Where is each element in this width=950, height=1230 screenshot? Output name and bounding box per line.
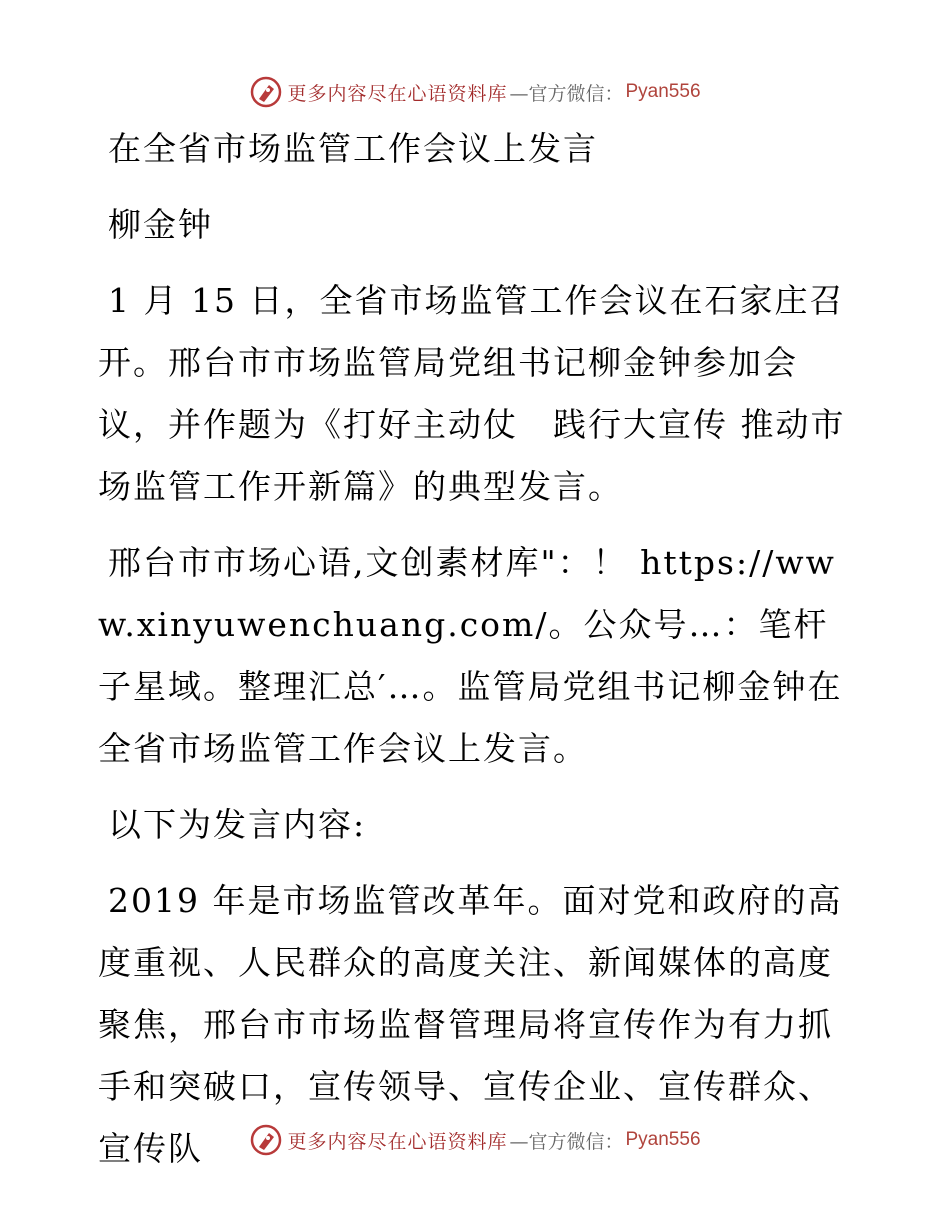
paragraph-3: 以下为发言内容: (108, 805, 367, 844)
paragraph-2: 邢台市市场心语,文创素材库"：！ https://www.xinyuwenchuang.com/。公众号…：笔杆子星域。整理汇总′…。监管局党组书记柳金钟在全省市场监管工作会议上发言。 (98, 543, 843, 768)
paragraph-4: 2019 年是市场监管改革年。面对党和政府的高度重视、人民群众的高度关注、新闻媒体的高度聚焦，邢台市市场监督管理局将宣传作为有力抓手和突破口，宣传领导、宣传企业、宣传群众、宣传队 (98, 881, 843, 1168)
banner-wechat-label: —官方微信： (509, 82, 624, 105)
doc-author: 柳金钟 (108, 205, 213, 244)
header-banner (0, 72, 950, 112)
document-body (98, 118, 858, 1194)
banner-text: 更多内容尽在心语资料库 (287, 82, 508, 105)
doc-title: 在全省市场监管工作会议上发言 (108, 129, 598, 168)
pen-nib-logo-icon (249, 1123, 283, 1157)
banner-text: 更多内容尽在心语资料库 (287, 1130, 508, 1153)
banner-wechat-id: Pyan556 (625, 81, 701, 102)
banner-wechat-id: Pyan556 (625, 1129, 701, 1150)
banner-wechat-label: —官方微信： (509, 1130, 624, 1153)
pen-nib-logo-icon (249, 75, 283, 109)
paragraph-1: 1 月 15 日，全省市场监管工作会议在石家庄召开。邢台市市场监管局党组书记柳金钟参加会议，并作题为《打好主动仗 践行大宣传 推动市场监管工作开新篇》的典型发言。 (98, 281, 846, 506)
footer-banner (0, 1120, 950, 1160)
